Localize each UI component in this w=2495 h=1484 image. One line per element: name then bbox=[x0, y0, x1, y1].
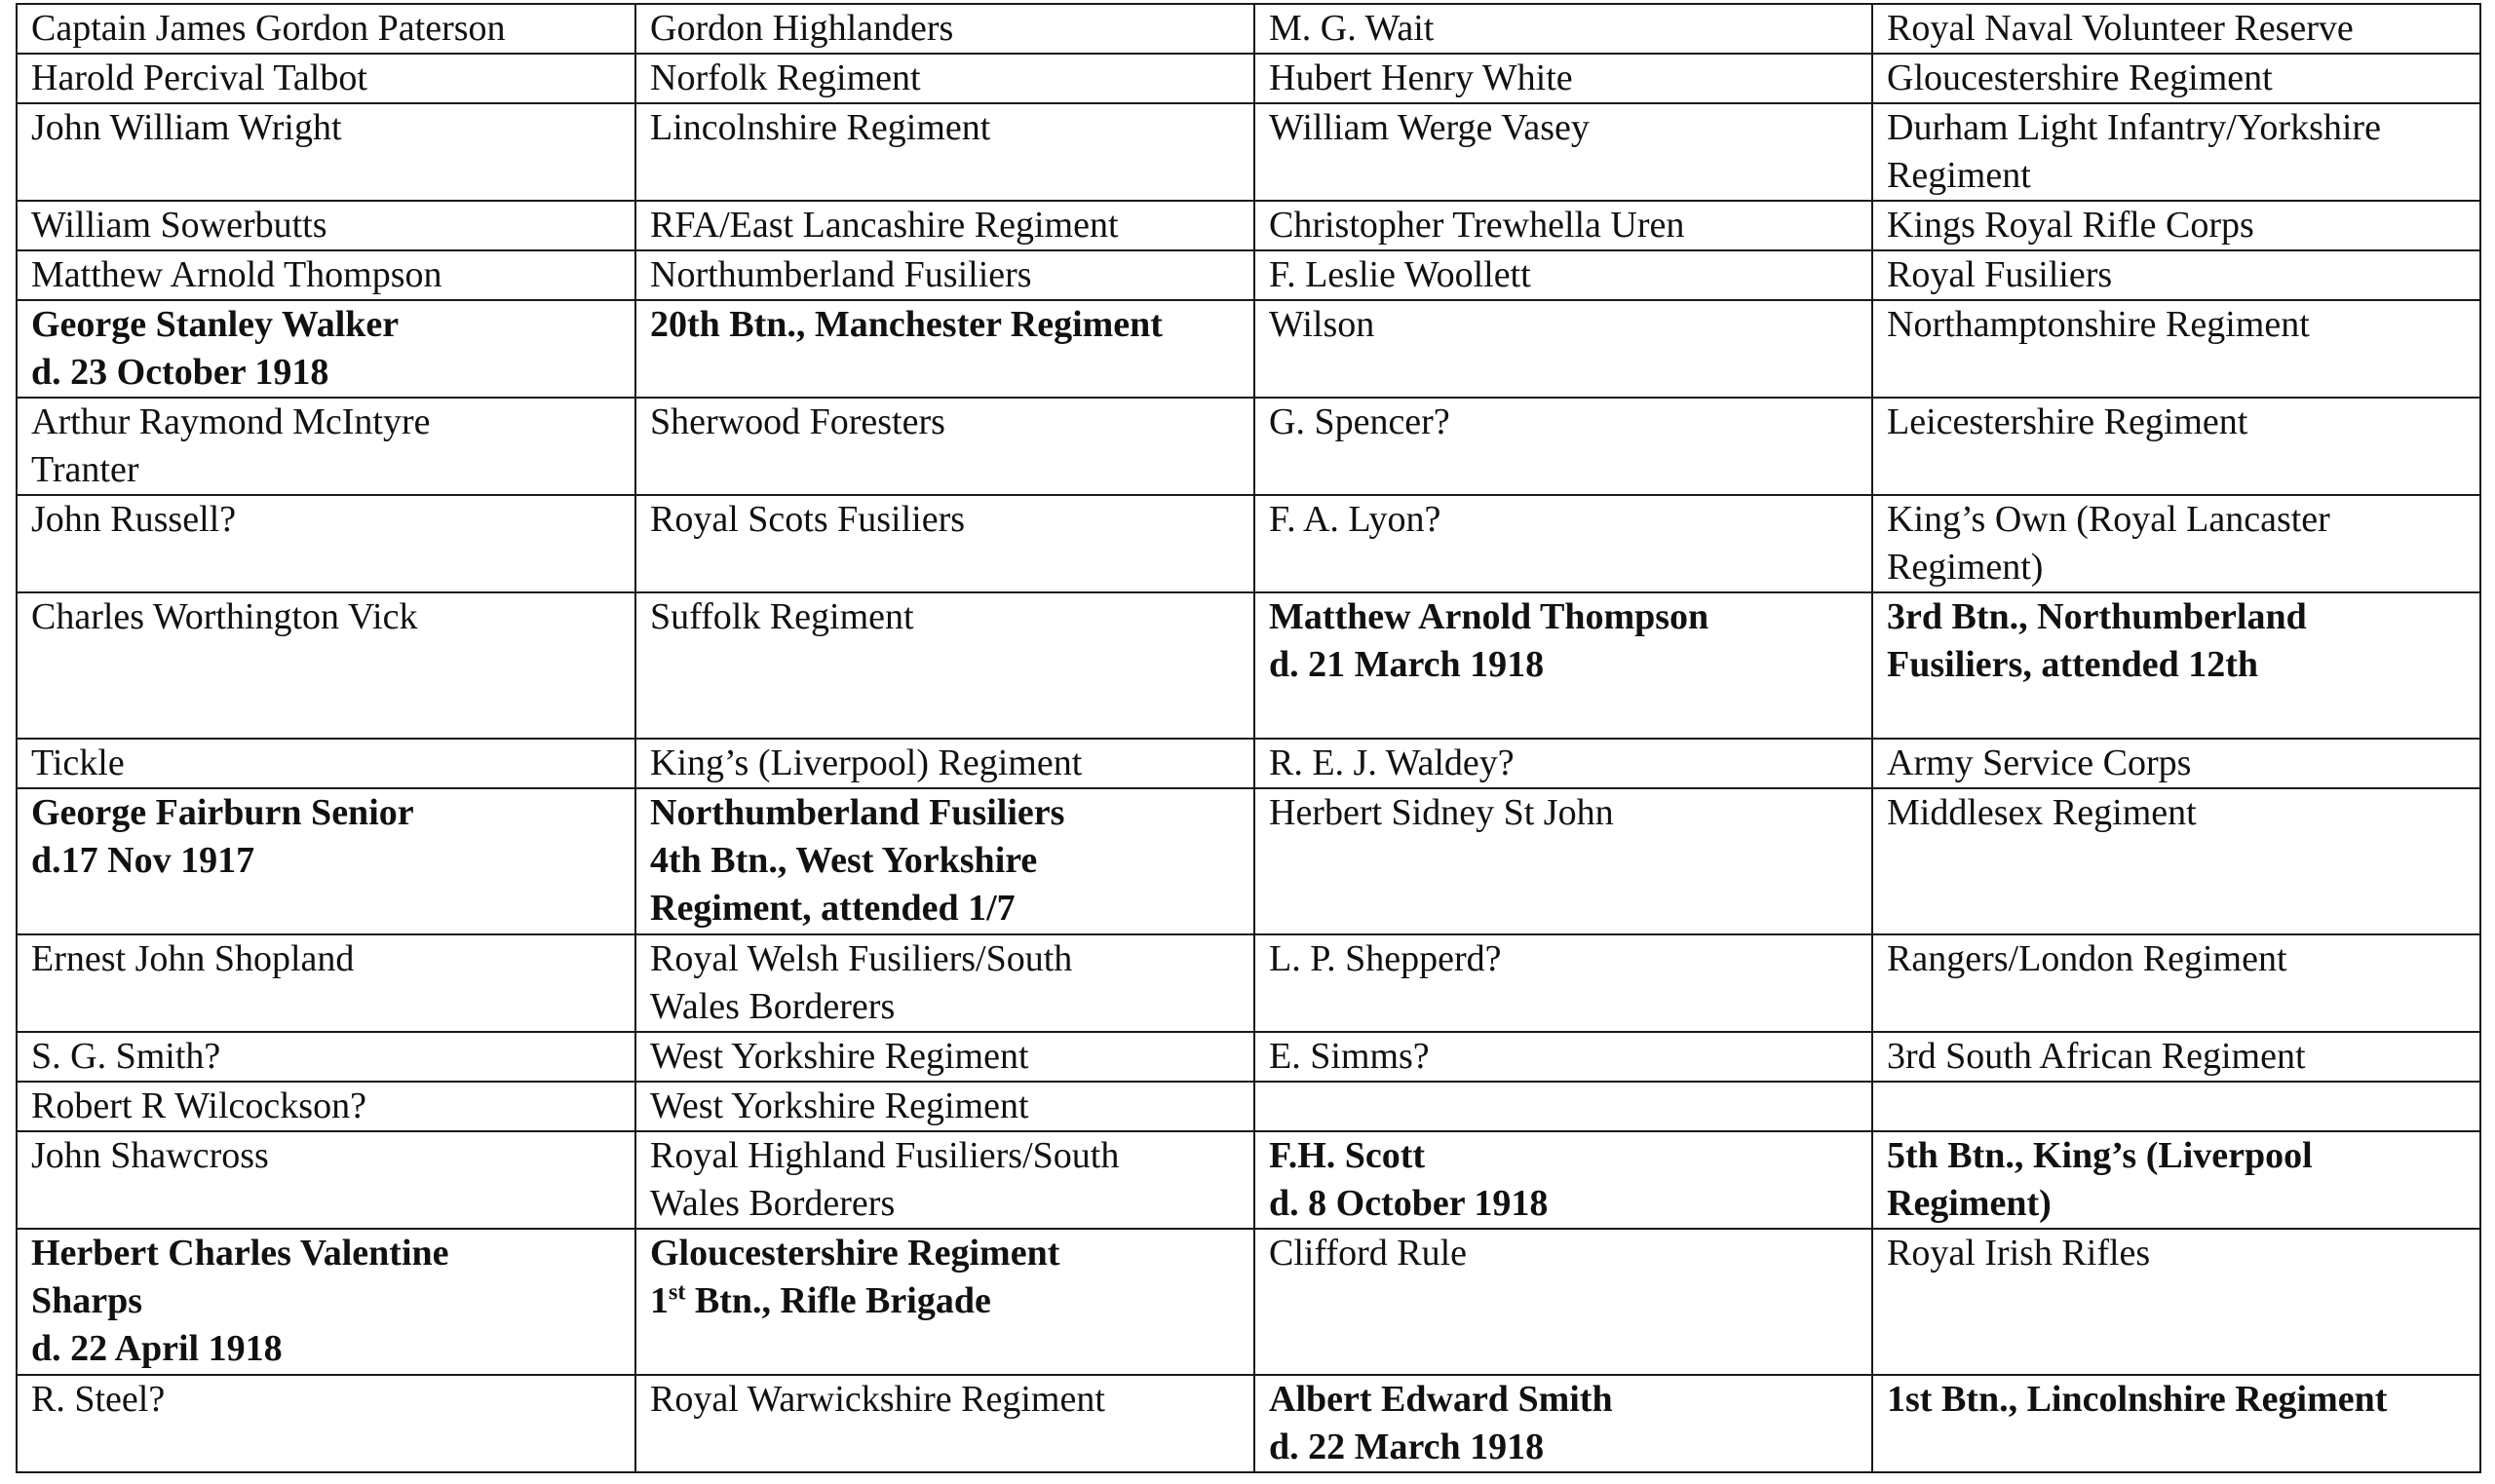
name-cell bbox=[17, 788, 635, 934]
name-cell bbox=[17, 4, 635, 54]
regiment-cell bbox=[635, 54, 1254, 103]
table-row bbox=[17, 788, 2480, 934]
ordinal-rest: Btn., Rifle Brigade bbox=[685, 1280, 991, 1321]
cell-text: Army Service Corps bbox=[1887, 742, 2192, 783]
regiment-2-cell bbox=[1872, 398, 2480, 495]
cell-text: Northamptonshire Regiment bbox=[1887, 304, 2310, 345]
cell-text: West Yorkshire Regiment bbox=[650, 1036, 1029, 1077]
cell-text: Middlesex Regiment bbox=[1887, 792, 2197, 833]
cell-text: Tranter bbox=[31, 449, 139, 490]
cell-text: Herbert Charles Valentine bbox=[31, 1233, 449, 1274]
cell-text: Royal Highland Fusiliers/South bbox=[650, 1135, 1120, 1176]
cell-text: 1st Btn., Lincolnshire Regiment bbox=[1887, 1379, 2388, 1420]
cell-text: F.H. Scott bbox=[1269, 1135, 1426, 1176]
cell-text: Royal Warwickshire Regiment bbox=[650, 1379, 1105, 1420]
cell-text: d.17 Nov 1917 bbox=[31, 840, 255, 881]
cell-text: Hubert Henry White bbox=[1269, 57, 1573, 98]
table-row bbox=[17, 1375, 2480, 1472]
cell-text: King’s Own (Royal Lancaster bbox=[1887, 499, 2330, 540]
name-2-cell bbox=[1254, 300, 1872, 398]
cell-text: Ernest John Shopland bbox=[31, 938, 355, 979]
cell-text: d. 22 March 1918 bbox=[1269, 1427, 1545, 1467]
cell-text: Sherwood Foresters bbox=[650, 401, 945, 442]
cell-text: Durham Light Infantry/Yorkshire bbox=[1887, 107, 2381, 148]
table-row bbox=[17, 300, 2480, 398]
cell-text: 5th Btn., King’s (Liverpool bbox=[1887, 1135, 2313, 1176]
table-row bbox=[17, 103, 2480, 201]
regiment-cell bbox=[635, 592, 1254, 739]
cell-text: 3rd South African Regiment bbox=[1887, 1036, 2306, 1077]
regiment-cell bbox=[635, 250, 1254, 300]
table-row bbox=[17, 1032, 2480, 1082]
cell-text: 4th Btn., West Yorkshire bbox=[650, 840, 1038, 881]
table-row bbox=[17, 592, 2480, 739]
name-cell bbox=[17, 398, 635, 495]
cell-text: F. A. Lyon? bbox=[1269, 499, 1441, 540]
cell-text: Clifford Rule bbox=[1269, 1233, 1468, 1274]
regiment-2-cell bbox=[1872, 1032, 2480, 1082]
table-row bbox=[17, 1229, 2480, 1375]
name-cell bbox=[17, 300, 635, 398]
regiment-table-body bbox=[17, 4, 2480, 1472]
regiment-2-cell bbox=[1872, 934, 2480, 1032]
regiment-cell bbox=[635, 398, 1254, 495]
cell-text-ordinal bbox=[650, 1277, 1240, 1325]
name-2-cell bbox=[1254, 592, 1872, 739]
cell-text: Royal Fusiliers bbox=[1887, 254, 2113, 295]
cell-text: Royal Scots Fusiliers bbox=[650, 499, 966, 540]
regiment-cell bbox=[635, 788, 1254, 934]
name-2-cell bbox=[1254, 1229, 1872, 1375]
regiment-2-cell bbox=[1872, 4, 2480, 54]
cell-text: John William Wright bbox=[31, 107, 342, 148]
table-row bbox=[17, 1131, 2480, 1229]
cell-text: Wales Borderers bbox=[650, 1183, 896, 1224]
cell-text: Royal Irish Rifles bbox=[1887, 1233, 2151, 1274]
ordinal-suffix: st bbox=[669, 1279, 686, 1306]
name-2-cell bbox=[1254, 1131, 1872, 1229]
cell-text: King’s (Liverpool) Regiment bbox=[650, 742, 1083, 783]
regiment-cell bbox=[635, 1131, 1254, 1229]
regiment-2-cell bbox=[1872, 103, 2480, 201]
name-cell bbox=[17, 1082, 635, 1131]
cell-text: Harold Percival Talbot bbox=[31, 57, 367, 98]
regiment-cell bbox=[635, 495, 1254, 592]
cell-text: Robert R Wilcockson? bbox=[31, 1085, 366, 1126]
table-row bbox=[17, 54, 2480, 103]
cell-text: West Yorkshire Regiment bbox=[650, 1085, 1029, 1126]
regiment-cell bbox=[635, 103, 1254, 201]
name-cell bbox=[17, 1131, 635, 1229]
cell-text: R. Steel? bbox=[31, 1379, 166, 1420]
cell-text: Sharps bbox=[31, 1280, 143, 1321]
cell-text: d. 8 October 1918 bbox=[1269, 1183, 1549, 1224]
cell-text: Royal Welsh Fusiliers/South bbox=[650, 938, 1073, 979]
cell-text: Matthew Arnold Thompson bbox=[31, 254, 442, 295]
name-2-cell bbox=[1254, 1032, 1872, 1082]
cell-text: Arthur Raymond McIntyre bbox=[31, 401, 431, 442]
name-2-cell bbox=[1254, 788, 1872, 934]
regiment-2-cell bbox=[1872, 250, 2480, 300]
cell-text: d. 21 March 1918 bbox=[1269, 644, 1545, 685]
table-row bbox=[17, 934, 2480, 1032]
regiment-2-cell bbox=[1872, 300, 2480, 398]
regiment-2-cell bbox=[1872, 1375, 2480, 1472]
cell-text: Rangers/London Regiment bbox=[1887, 938, 2287, 979]
cell-text: Regiment, attended 1/7 bbox=[650, 888, 1016, 929]
regiment-2-cell bbox=[1872, 495, 2480, 592]
name-cell bbox=[17, 1032, 635, 1082]
regiment-2-cell bbox=[1872, 1229, 2480, 1375]
cell-text: R. E. J. Waldey? bbox=[1269, 742, 1515, 783]
cell-text: William Werge Vasey bbox=[1269, 107, 1590, 148]
regiment-cell bbox=[635, 1032, 1254, 1082]
cell-text: George Fairburn Senior bbox=[31, 792, 414, 833]
name-cell bbox=[17, 739, 635, 788]
cell-text: Gordon Highlanders bbox=[650, 8, 954, 49]
cell-text: Herbert Sidney St John bbox=[1269, 792, 1614, 833]
name-2-cell bbox=[1254, 934, 1872, 1032]
cell-text: Royal Naval Volunteer Reserve bbox=[1887, 8, 2354, 49]
regiment-2-cell bbox=[1872, 201, 2480, 250]
name-cell bbox=[17, 103, 635, 201]
name-2-cell bbox=[1254, 250, 1872, 300]
cell-text: Gloucestershire Regiment bbox=[650, 1233, 1060, 1274]
cell-text: F. Leslie Woollett bbox=[1269, 254, 1531, 295]
cell-text: Christopher Trewhella Uren bbox=[1269, 205, 1685, 246]
cell-text: Lincolnshire Regiment bbox=[650, 107, 991, 148]
cell-text: Leicestershire Regiment bbox=[1887, 401, 2248, 442]
name-cell bbox=[17, 250, 635, 300]
name-2-cell bbox=[1254, 398, 1872, 495]
name-2-cell bbox=[1254, 739, 1872, 788]
cell-text: Northumberland Fusiliers bbox=[650, 792, 1065, 833]
cell-text: John Russell? bbox=[31, 499, 237, 540]
cell-text: Wales Borderers bbox=[650, 986, 896, 1027]
table-row bbox=[17, 250, 2480, 300]
name-2-cell bbox=[1254, 495, 1872, 592]
regiment-cell bbox=[635, 1082, 1254, 1131]
regiment-cell bbox=[635, 1229, 1254, 1375]
cell-text: L. P. Shepperd? bbox=[1269, 938, 1502, 979]
table-row bbox=[17, 201, 2480, 250]
cell-text: RFA/East Lancashire Regiment bbox=[650, 205, 1119, 246]
regiment-cell bbox=[635, 1375, 1254, 1472]
cell-text: Tickle bbox=[31, 742, 125, 783]
name-cell bbox=[17, 1375, 635, 1472]
cell-text: Fusiliers, attended 12th bbox=[1887, 644, 2259, 685]
cell-text: Charles Worthington Vick bbox=[31, 596, 418, 637]
name-2-cell bbox=[1254, 4, 1872, 54]
cell-text: Regiment) bbox=[1887, 547, 2044, 588]
name-2-cell bbox=[1254, 54, 1872, 103]
name-cell bbox=[17, 54, 635, 103]
cell-text: 3rd Btn., Northumberland bbox=[1887, 596, 2307, 637]
cell-text: Northumberland Fusiliers bbox=[650, 254, 1032, 295]
cell-text: 20th Btn., Manchester Regiment bbox=[650, 304, 1163, 345]
regiment-table bbox=[16, 3, 2481, 1473]
name-cell bbox=[17, 495, 635, 592]
cell-text: Matthew Arnold Thompson bbox=[1269, 596, 1709, 637]
regiment-2-cell bbox=[1872, 788, 2480, 934]
regiment-cell bbox=[635, 739, 1254, 788]
cell-text: Albert Edward Smith bbox=[1269, 1379, 1613, 1420]
cell-text: E. Simms? bbox=[1269, 1036, 1430, 1077]
table-row bbox=[17, 398, 2480, 495]
regiment-cell bbox=[635, 201, 1254, 250]
cell-text: Gloucestershire Regiment bbox=[1887, 57, 2273, 98]
ordinal-number: 1 bbox=[650, 1280, 669, 1321]
cell-text: d. 22 April 1918 bbox=[31, 1328, 283, 1369]
cell-text: M. G. Wait bbox=[1269, 8, 1435, 49]
cell-text: John Shawcross bbox=[31, 1135, 269, 1176]
name-cell bbox=[17, 592, 635, 739]
cell-text: Regiment bbox=[1887, 155, 2031, 196]
regiment-cell bbox=[635, 4, 1254, 54]
regiment-cell bbox=[635, 300, 1254, 398]
name-2-cell bbox=[1254, 103, 1872, 201]
regiment-2-cell bbox=[1872, 739, 2480, 788]
cell-text: Kings Royal Rifle Corps bbox=[1887, 205, 2254, 246]
table-row bbox=[17, 4, 2480, 54]
table-row bbox=[17, 1082, 2480, 1131]
name-2-cell bbox=[1254, 1082, 1872, 1131]
table-row bbox=[17, 495, 2480, 592]
name-2-cell bbox=[1254, 1375, 1872, 1472]
cell-text: Norfolk Regiment bbox=[650, 57, 921, 98]
cell-text: d. 23 October 1918 bbox=[31, 352, 329, 393]
regiment-2-cell bbox=[1872, 592, 2480, 739]
cell-text: S. G. Smith? bbox=[31, 1036, 221, 1077]
cell-text: G. Spencer? bbox=[1269, 401, 1450, 442]
cell-text: Regiment) bbox=[1887, 1183, 2052, 1224]
regiment-2-cell bbox=[1872, 54, 2480, 103]
table-row bbox=[17, 739, 2480, 788]
name-cell bbox=[17, 201, 635, 250]
cell-text: William Sowerbutts bbox=[31, 205, 327, 246]
cell-text: Captain James Gordon Paterson bbox=[31, 8, 506, 49]
name-cell bbox=[17, 934, 635, 1032]
name-cell bbox=[17, 1229, 635, 1375]
regiment-cell bbox=[635, 934, 1254, 1032]
name-2-cell bbox=[1254, 201, 1872, 250]
cell-text: Suffolk Regiment bbox=[650, 596, 914, 637]
regiment-2-cell bbox=[1872, 1082, 2480, 1131]
regiment-2-cell bbox=[1872, 1131, 2480, 1229]
cell-text: Wilson bbox=[1269, 304, 1375, 345]
cell-text: George Stanley Walker bbox=[31, 304, 400, 345]
